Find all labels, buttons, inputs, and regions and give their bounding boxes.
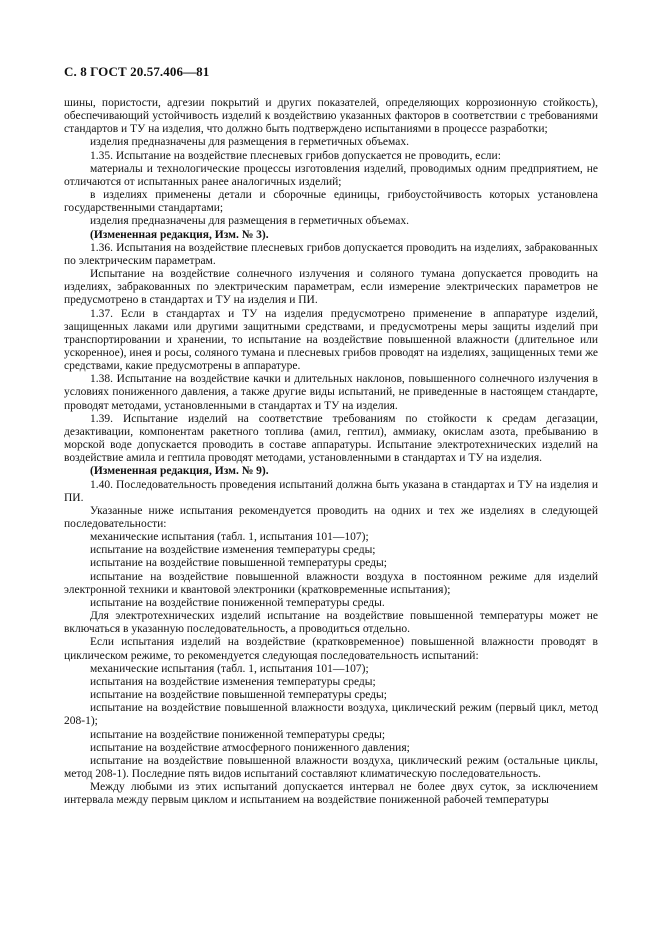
list-item: испытание на воздействие повышенной температуры среды; — [90, 689, 387, 702]
paragraph: материалы и технологические процессы изготовления изделий, проводимых одним предприятием, не отличаются от испытанных ранее аналогичных изделий; — [64, 162, 598, 188]
page-header: С. 8 ГОСТ 20.57.406—81 — [64, 64, 210, 79]
list-item: испытания на воздействие изменения температуры среды; — [90, 675, 376, 688]
paragraph: в изделиях применены детали и сборочные единицы, грибоустойчивость которых установлена государственными стандартами; — [64, 189, 598, 215]
list-item: испытание на воздействие повышенной влажности воздуха в постоянном режиме для изделий электронной техники и квантовой электроники (кратковременные испытания); — [64, 570, 598, 596]
list-item: механические испытания (табл. 1, испытания 101—107); — [90, 531, 369, 544]
paragraph: изделия предназначены для размещения в герметичных объемах. — [90, 215, 409, 228]
paragraph: Между любыми из этих испытаний допускается интервал не более двух суток, за исключением интервала между первым циклом и испытанием на воздействие пониженной рабочей температуры — [64, 781, 598, 807]
amendment-note: (Измененная редакция, Изм. № 3). — [90, 228, 269, 241]
paragraph: Указанные ниже испытания рекомендуется проводить на одних и тех же изделиях в следующей последовательности: — [64, 504, 598, 530]
list-item: испытание на воздействие изменения температуры среды; — [90, 544, 376, 557]
list-item: испытание на воздействие пониженной температуры среды; — [90, 728, 386, 741]
section-1-37: 1.37. Если в стандартах и ТУ на изделия предусмотрено применение в аппаратуре изделий, защищенных лаками или другими защитными средствами, и предусмотрены меры защиты изделий при транспортировании и хранении, то испытание на воздействие повышенной влажности (длительное или ускоренное), инея и росы, соляного тумана и плесневых грибов проводят на изделиях, защищенных теми же средствами, какие предусмотрены в аппаратуре. — [64, 307, 598, 373]
list-item: механические испытания (табл. 1, испытания 101—107); — [90, 662, 369, 675]
section-1-39: 1.39. Испытание изделий на соответствие требованиям по стойкости к средам дегазации, дезактивации, компонентам ракетного топлива (амил, гептил), аммиаку, окислам азота, пребыванию в морской воде допускается проводить в составе аппаратуры. Испытание электротехнических изделий на воздействие амила и гептила проводят методами, установленными в стандартах и ТУ на изделия. — [64, 412, 598, 465]
section-1-40: 1.40. Последовательность проведения испытаний должна быть указана в стандартах и ТУ на изделия и ПИ. — [64, 478, 598, 504]
paragraph: Если испытания изделий на воздействие (кратковременное) повышенной влажности проводят в циклическом режиме, то рекомендуется следующая последовательность испытаний: — [64, 636, 598, 662]
list-item: испытание на воздействие атмосферного пониженного давления; — [90, 741, 410, 754]
list-item: испытание на воздействие повышенной влажности воздуха, циклический режим (остальные циклы, метод 208-1). Последние пять видов испытаний составляют климатическую последовательность. — [64, 754, 598, 780]
list-item: испытание на воздействие повышенной температуры среды; — [90, 557, 387, 570]
list-item: испытание на воздействие повышенной влажности воздуха, циклический режим (первый цикл, метод 208-1); — [64, 702, 598, 728]
paragraph: изделия предназначены для размещения в герметичных объемах. — [90, 136, 409, 149]
paragraph: Испытание на воздействие солнечного излучения и соляного тумана допускается проводить на изделиях, забракованных по электрическим параметрам, если измерение электрических параметров не предусмотрено в стандартах и ТУ на изделия и ПИ. — [64, 268, 598, 307]
section-1-38: 1.38. Испытание на воздействие качки и длительных наклонов, повышенного солнечного излучения в условиях пониженного давления, а также другие виды испытаний, не приведенные в настоящем стандарте, проводят методами, установленными в стандартах и ТУ на изделия. — [64, 373, 598, 412]
section-1-35: 1.35. Испытание на воздействие плесневых грибов допускается не проводить, если: — [90, 149, 501, 162]
list-item: испытание на воздействие пониженной температуры среды. — [90, 596, 385, 609]
section-1-36: 1.36. Испытания на воздействие плесневых грибов допускается проводить на изделиях, забракованных по электрическим параметрам. — [64, 241, 598, 267]
amendment-note: (Измененная редакция, Изм. № 9). — [90, 465, 269, 478]
body-text — [64, 97, 598, 807]
paragraph: Для электротехнических изделий испытание на воздействие повышенной температуры может не включаться в указанную последовательность, а проводиться отдельно. — [64, 610, 598, 636]
paragraph: шины, пористости, адгезии покрытий и других показателей, определяющих коррозионную стойкость), обеспечивающий устойчивость изделий к воздействию указанных факторов в соответствии с требованиями стандартов и ТУ на изделия, что должно быть подтверждено испытаниями в процессе разработки; — [64, 97, 598, 136]
